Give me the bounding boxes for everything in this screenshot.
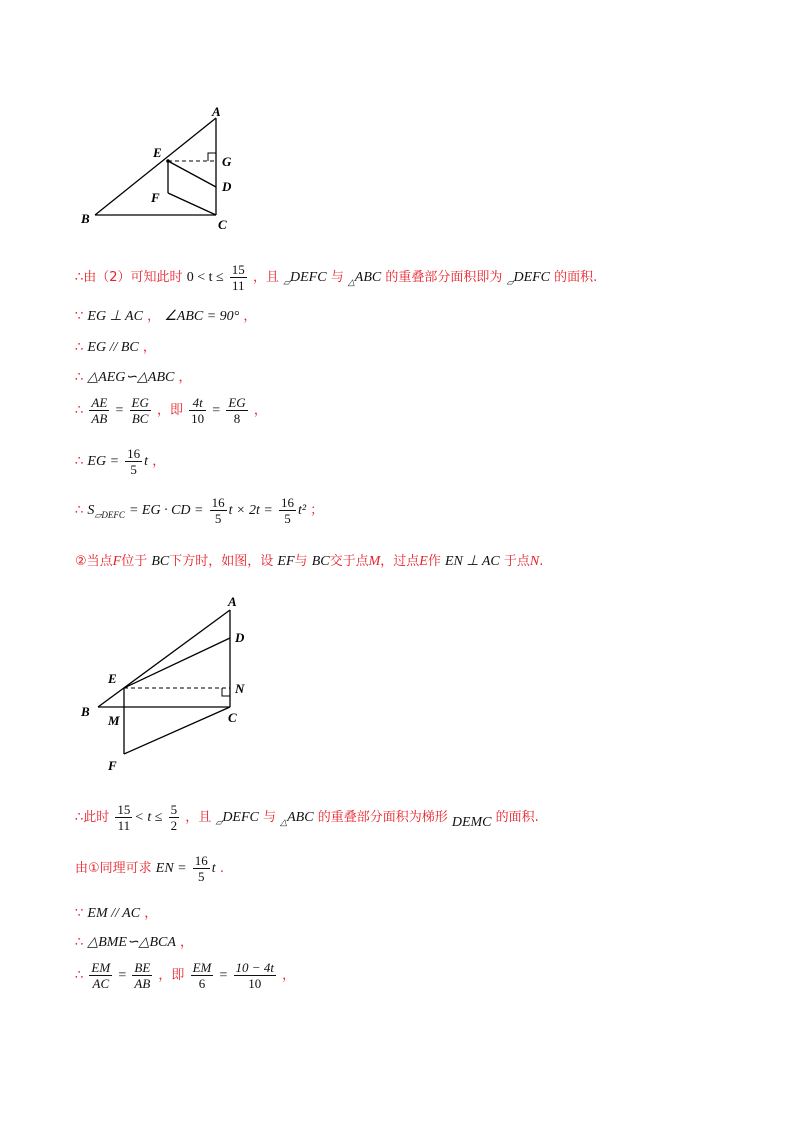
fraction: $\frac{4t}{10}$ (191, 395, 205, 426)
label-e: E (153, 145, 162, 160)
expr: EN ⊥ AC (445, 554, 500, 569)
point-name: N (529, 554, 540, 569)
label-c: C (218, 217, 227, 232)
text: ②当点 (75, 554, 113, 569)
label-f: F (151, 190, 160, 205)
line-1 (75, 262, 597, 293)
therefore-symbol: ∴ (75, 403, 84, 418)
fraction: $\frac{16}{5}$ (194, 853, 208, 884)
text: 由①同理可求 (75, 861, 152, 876)
fraction: $\frac{16}{5}$ (211, 495, 225, 526)
expr: EG = (87, 454, 120, 469)
text: 与 (263, 810, 277, 825)
text: ， (142, 340, 156, 355)
area-symbol: S (87, 503, 95, 518)
right-angle-mark (208, 153, 216, 161)
text: 的面积. (495, 810, 539, 825)
therefore-symbol: ∴ (75, 340, 84, 355)
therefore-symbol: ∴ (75, 454, 84, 469)
therefore-symbol: ∴ (75, 503, 84, 518)
triangle-name: ABC (354, 270, 382, 285)
line-9 (75, 802, 539, 833)
label-b: B (81, 704, 90, 719)
therefore-symbol: ∴ (75, 968, 84, 983)
text: ∴此时 (75, 810, 110, 825)
expr: = EG · CD = (128, 503, 204, 518)
rect-symbol: ▱ (506, 277, 514, 287)
equals: = (115, 403, 124, 418)
segment-name: BC (151, 554, 170, 569)
fraction: $\frac{BE}{AB}$ (134, 960, 151, 991)
inequality: 0 < t ≤ (186, 270, 224, 285)
segment-name: BC (311, 554, 330, 569)
point-name: M (368, 554, 381, 569)
fraction: $\frac{EM}{6}$ (192, 960, 212, 991)
label-a: A (228, 594, 237, 609)
equals: = (212, 403, 221, 418)
segment-fc (124, 707, 230, 754)
because-symbol: ∵ (75, 309, 84, 324)
therefore-symbol: ∴ (75, 370, 84, 385)
text: 下方时，如图，设 (169, 554, 274, 569)
text: ，且 (252, 270, 279, 285)
point-e (166, 159, 170, 163)
segment-ed (124, 638, 230, 688)
variable: t (211, 861, 216, 876)
label-n: N (235, 681, 245, 696)
line-11 (75, 902, 157, 922)
text: ， (152, 454, 166, 469)
because-symbol: ∵ (75, 906, 84, 921)
text: 与 (330, 270, 344, 285)
text: ， (178, 370, 192, 385)
text: ， (253, 403, 267, 418)
expr: t × 2t = (228, 503, 273, 518)
text: 的重叠部分面积即为 (385, 270, 503, 285)
label-g: G (222, 154, 232, 169)
line-12 (75, 931, 193, 951)
segment-fc (168, 193, 216, 215)
expr: ∠ABC = 90° (164, 309, 240, 324)
label-m: M (108, 713, 120, 728)
label-c: C (228, 710, 237, 725)
text: ，即 (158, 968, 185, 983)
fraction: $\frac{EM}{AC}$ (91, 960, 111, 991)
text: ， (180, 935, 194, 950)
text: 与 (294, 554, 308, 569)
fraction: $\frac{AE}{AB}$ (91, 395, 108, 426)
text: 的面积. (554, 270, 598, 285)
text: 的重叠部分面积为梯形 (317, 810, 448, 825)
segment-ed (168, 161, 216, 187)
segment-name: EF (277, 554, 295, 569)
text: 交于点 (329, 554, 369, 569)
line-4 (75, 366, 192, 386)
expr: EM // AC (87, 906, 141, 921)
label-d: D (235, 630, 245, 645)
rect-symbol: ▱ (283, 277, 291, 287)
fraction: $\frac{EG}{BC}$ (131, 395, 149, 426)
label-b: B (81, 211, 90, 226)
line-3 (75, 336, 156, 356)
variable: t (144, 454, 149, 469)
text: ， (144, 906, 158, 921)
text: ， (243, 309, 257, 324)
expr: △AEG∽△ABC (87, 370, 175, 385)
fraction: $\frac{EG}{8}$ (228, 395, 246, 426)
figure-1 (80, 105, 260, 235)
text: 作 (427, 554, 441, 569)
expr: EN = (155, 861, 187, 876)
label-f: F (108, 758, 117, 773)
text: . (539, 554, 544, 569)
right-angle-mark (222, 688, 230, 696)
fraction: $\frac{15}{11}$ (117, 802, 131, 833)
label-e: E (108, 671, 117, 686)
triangle-symbol: △ (347, 277, 355, 287)
triangle-symbol: △ (280, 817, 288, 827)
text: ； (310, 503, 324, 518)
expr: EG // BC (87, 340, 139, 355)
text: ∴由（2）可知此时 (75, 270, 183, 285)
text: ，且 (185, 810, 212, 825)
line-8 (75, 550, 543, 570)
rect-name: DEFC (290, 270, 327, 285)
rect-name: DEFC (513, 270, 551, 285)
text: ， (147, 309, 161, 324)
text: ，过点 (380, 554, 420, 569)
triangle-name: ABC (287, 810, 314, 825)
rect-name: DEFC (222, 810, 259, 825)
area-subscript: ▱DEFC (94, 510, 125, 520)
point-name: F (112, 554, 122, 569)
line-2 (75, 305, 256, 325)
fraction: $\frac{16}{5}$ (127, 446, 141, 477)
text: 于点 (503, 554, 530, 569)
inequality: < t ≤ (134, 810, 163, 825)
line-7 (75, 495, 323, 526)
trapezoid-name: DEMC (451, 815, 492, 830)
fraction: $\frac{15}{11}$ (231, 262, 245, 293)
equals: = (118, 968, 127, 983)
label-a: A (212, 105, 221, 119)
expr: EG ⊥ AC (87, 309, 143, 324)
line-5 (75, 395, 267, 426)
label-d: D (222, 179, 232, 194)
segment-ab (98, 610, 230, 707)
point-name: E (419, 554, 428, 569)
fraction: $\frac{10 - 4t}{10}$ (235, 960, 274, 991)
variable: t² (297, 503, 307, 518)
text: ，即 (156, 403, 183, 418)
equals: = (219, 968, 228, 983)
fraction: $\frac{5}{2}$ (170, 802, 178, 833)
expr: △BME∽△BCA (87, 935, 176, 950)
figure-2 (78, 592, 258, 777)
rect-symbol: ▱ (215, 817, 223, 827)
text: . (219, 861, 224, 876)
fraction: $\frac{16}{5}$ (280, 495, 294, 526)
text: 位于 (121, 554, 148, 569)
line-10 (75, 853, 224, 884)
line-6 (75, 446, 165, 477)
line-13 (75, 960, 295, 991)
therefore-symbol: ∴ (75, 935, 84, 950)
text: ， (282, 968, 296, 983)
